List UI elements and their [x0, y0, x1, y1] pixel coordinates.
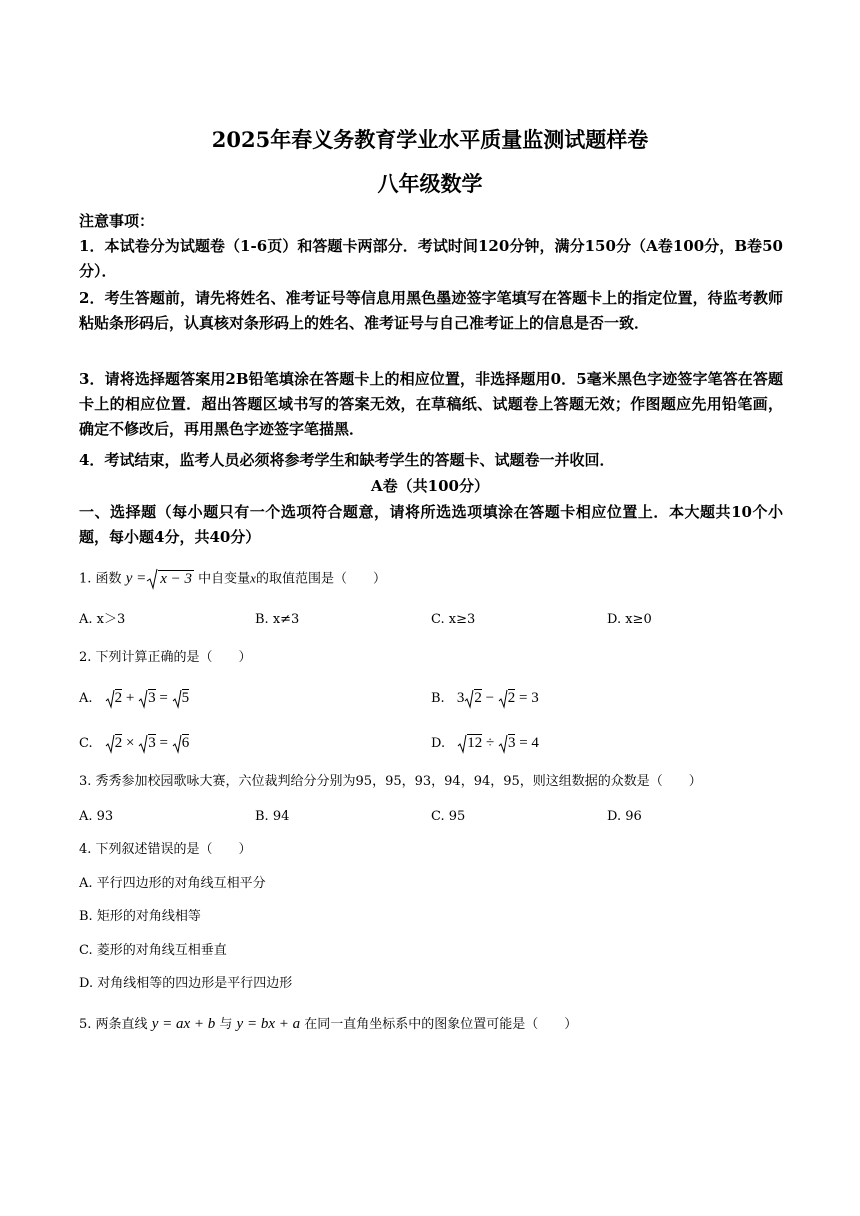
q2-b-eq: = 3: [519, 690, 539, 706]
q4-option-c: C. 菱形的对角线互相垂直: [79, 943, 227, 958]
q2-c-eq: =: [159, 735, 168, 751]
part1-instructions: 一、选择题（每小题只有一个选项符合题意，请将所选选项填涂在答题卡相应位置上．本大题共10个小题，每小题4分，共40分）: [79, 503, 783, 546]
notice-item-1: 1．本试卷分为试题卷（1-6页）和答题卡两部分．考试时间120分钟，满分150分（A卷100分，B卷50分）．: [79, 237, 783, 280]
q4-option-d: D. 对角线相等的四边形是平行四边形: [79, 976, 293, 991]
q1-radicand: x − 3: [160, 570, 192, 587]
q2-a-op: +: [125, 690, 135, 706]
q4-option-b: B. 矩形的对角线相等: [79, 909, 201, 924]
page-subtitle: 八年级数学: [377, 171, 483, 196]
q1-suffix: 中自变量: [198, 571, 251, 587]
q3-option-b: B. 94: [255, 809, 290, 824]
q1-prefix: 1. 函数: [79, 571, 122, 587]
q2-b-label: B.: [431, 691, 445, 706]
q2-c-op: ×: [126, 735, 135, 751]
q2-c-label: C.: [79, 736, 93, 751]
sqrt-sign-icon: [146, 568, 158, 590]
notice-heading: 注意事项：: [79, 212, 155, 230]
question-1: [79, 568, 386, 590]
q5-suffix: 在同一直角坐标系中的图象位置可能是（ ）: [304, 1017, 578, 1032]
sqrt-sign-icon: [464, 689, 474, 709]
q5-eq1: y = ax + b: [151, 1016, 216, 1032]
q2-c-r2: 3: [148, 735, 156, 751]
q1-option-a: A. x＞3: [79, 612, 126, 627]
q2-a-label: A.: [79, 691, 93, 706]
sqrt-sign-icon: [172, 689, 182, 709]
question-3: 3. 秀秀参加校园歌咏大赛，六位裁判给分分别为95，95，93，94，94，95，则这组数据的众数是（ ）: [79, 774, 702, 789]
q1-var: x: [250, 570, 256, 586]
q2-c-r1: 2: [114, 735, 123, 751]
sqrt-sign-icon: [457, 734, 467, 754]
q2-d-eq: = 4: [519, 735, 539, 751]
q2-d-r1: 12: [467, 735, 483, 751]
q2-b-r1: 2: [474, 690, 482, 706]
q2-b-op: −: [485, 690, 495, 706]
sqrt-sign-icon: [138, 689, 148, 709]
q2-option-b: [431, 688, 539, 709]
sqrt-sign-icon: [138, 734, 148, 754]
q1-y-eq: y =: [125, 570, 147, 587]
q5-mid: 与: [219, 1017, 233, 1032]
q3-option-d: D. 96: [607, 809, 642, 824]
q3-option-c: C. 95: [431, 809, 466, 824]
sqrt-sign-icon: [105, 689, 115, 709]
q1-option-b: B. x≠3: [255, 612, 300, 627]
notice-item-3: 3．请将选择题答案用2B铅笔填涂在答题卡上的相应位置，非选择题用0．5毫米黑色字迹签字笔答在答题卡上的相应位置．超出答题区域书写的答案无效，在草稿纸、试题卷上答题无效；作图题应先用铅笔画，确定不修改后，再用黑色字迹签字笔描黑．: [79, 370, 783, 438]
q2-b-c1: 3: [456, 690, 465, 706]
q2-option-d: [431, 733, 539, 754]
page-title: 2025年春义务教育学业水平质量监测试题样卷: [211, 127, 649, 152]
q2-b-r2: 2: [507, 690, 516, 706]
sqrt-sign-icon: [498, 734, 508, 754]
sqrt-sign-icon: [172, 734, 182, 754]
question-4: 4. 下列叙述错误的是（ ）: [79, 842, 252, 857]
q2-a-r3: 5: [181, 690, 190, 706]
q1-option-c: C. x≥3: [431, 612, 476, 627]
sqrt-sign-icon: [105, 734, 115, 754]
q2-d-r2: 3: [507, 735, 516, 751]
q1-suffix2: 的取值范围是（ ）: [255, 571, 386, 587]
q2-a-r2: 3: [148, 690, 156, 706]
sqrt-sign-icon: [498, 689, 508, 709]
q5-eq2: y = bx + a: [236, 1016, 301, 1032]
q3-option-a: A. 93: [79, 809, 114, 824]
q1-option-d: D. x≥0: [607, 612, 652, 627]
notice-item-2: 2．考生答题前，请先将姓名、准考证号等信息用黑色墨迹签字笔填写在答题卡上的指定位置，待监考教师粘贴条形码后，认真核对条形码上的姓名、准考证号与自己准考证上的信息是否一致．: [79, 289, 783, 332]
q5-prefix: 5. 两条直线: [79, 1017, 148, 1032]
q2-c-r3: 6: [181, 735, 190, 751]
q2-d-label: D.: [431, 736, 446, 751]
q2-a-eq: =: [159, 690, 168, 706]
question-5: [79, 1014, 577, 1035]
section-a-heading: A卷（共100分）: [371, 477, 489, 495]
q4-option-a: A. 平行四边形的对角线互相平分: [79, 876, 266, 891]
q2-d-op: ÷: [485, 735, 495, 751]
q2-option-c: [79, 733, 189, 754]
question-2: 2. 下列计算正确的是（ ）: [79, 650, 252, 665]
q2-option-a: [79, 688, 189, 709]
q2-a-r1: 2: [114, 690, 123, 706]
notice-item-4: 4．考试结束，监考人员必须将参考学生和缺考学生的答题卡、试题卷一并收回．: [79, 451, 615, 469]
